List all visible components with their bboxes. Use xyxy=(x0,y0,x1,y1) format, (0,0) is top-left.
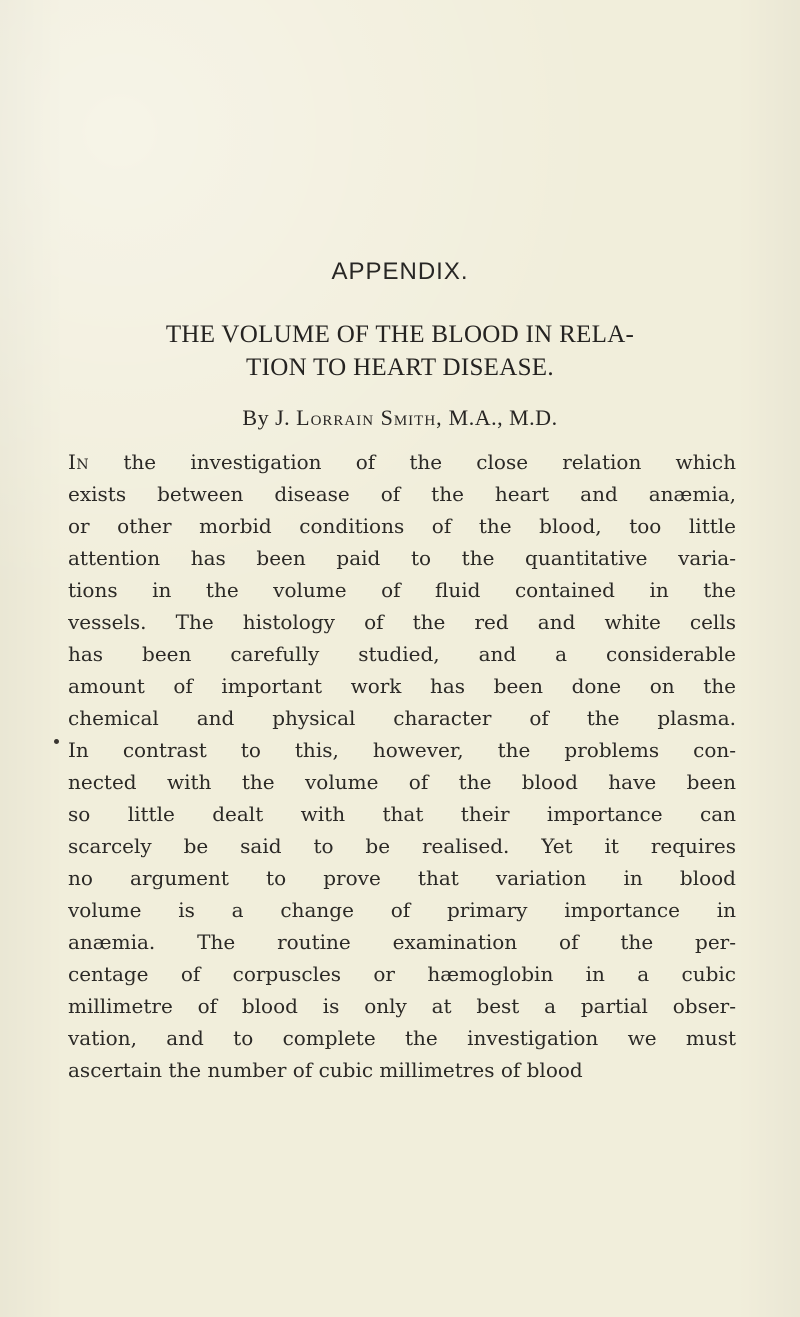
paragraph-line: no argument to prove that variation in blood xyxy=(68,866,736,890)
paragraph-line: chemical and physical character of the plasma. xyxy=(68,706,736,730)
paragraph-line-1 xyxy=(68,446,736,478)
first-line-text: the investigation of the close relation which xyxy=(123,450,736,474)
author-degrees: M.A., M.D. xyxy=(448,405,558,430)
paragraph-line: vation, and to complete the investigation we must xyxy=(68,1026,736,1050)
paragraph-line: volume is a change of primary importance in xyxy=(68,898,736,922)
opening-word: In xyxy=(68,450,90,474)
paragraph-line: scarcely be said to be realised. Yet it requires xyxy=(68,834,736,858)
paragraph-line: so little dealt with that their importance can xyxy=(68,802,736,826)
paragraph-line: In contrast to this, however, the problems con- xyxy=(68,738,736,762)
paragraph-line: or other morbid conditions of the blood, too little xyxy=(68,514,736,538)
paragraph-line: exists between disease of the heart and anæmia, xyxy=(68,482,736,506)
author-byline xyxy=(0,405,800,431)
paragraph-line: millimetre of blood is only at best a partial obser- xyxy=(68,994,736,1018)
margin-mark xyxy=(54,739,59,744)
paragraph-line: ascertain the number of cubic millimetres of blood xyxy=(68,1058,583,1082)
paragraph-line: centage of corpuscles or hæmoglobin in a cubic xyxy=(68,962,736,986)
article-title-line: THE VOLUME OF THE BLOOD IN RELA- xyxy=(165,321,635,348)
article-title xyxy=(150,318,650,384)
byline-prefix: By J. xyxy=(242,405,291,430)
paragraph-line: has been carefully studied, and a considerable xyxy=(68,642,736,666)
paragraph-line: attention has been paid to the quantitative varia- xyxy=(68,546,736,570)
author-name: Lorrain Smith, xyxy=(296,405,443,430)
paragraph-line: nected with the volume of the blood have been xyxy=(68,770,736,794)
paragraph-line: anæmia. The routine examination of the per- xyxy=(68,930,736,954)
paragraph-line: vessels. The histology of the red and white cells xyxy=(68,610,736,634)
body-paragraph xyxy=(68,446,736,1086)
article-title-line: TION TO HEART DISEASE. xyxy=(246,354,554,381)
paragraph-line: tions in the volume of fluid contained in the xyxy=(68,578,736,602)
appendix-heading: APPENDIX. xyxy=(331,258,469,285)
paragraph-line: amount of important work has been done on the xyxy=(68,674,736,698)
